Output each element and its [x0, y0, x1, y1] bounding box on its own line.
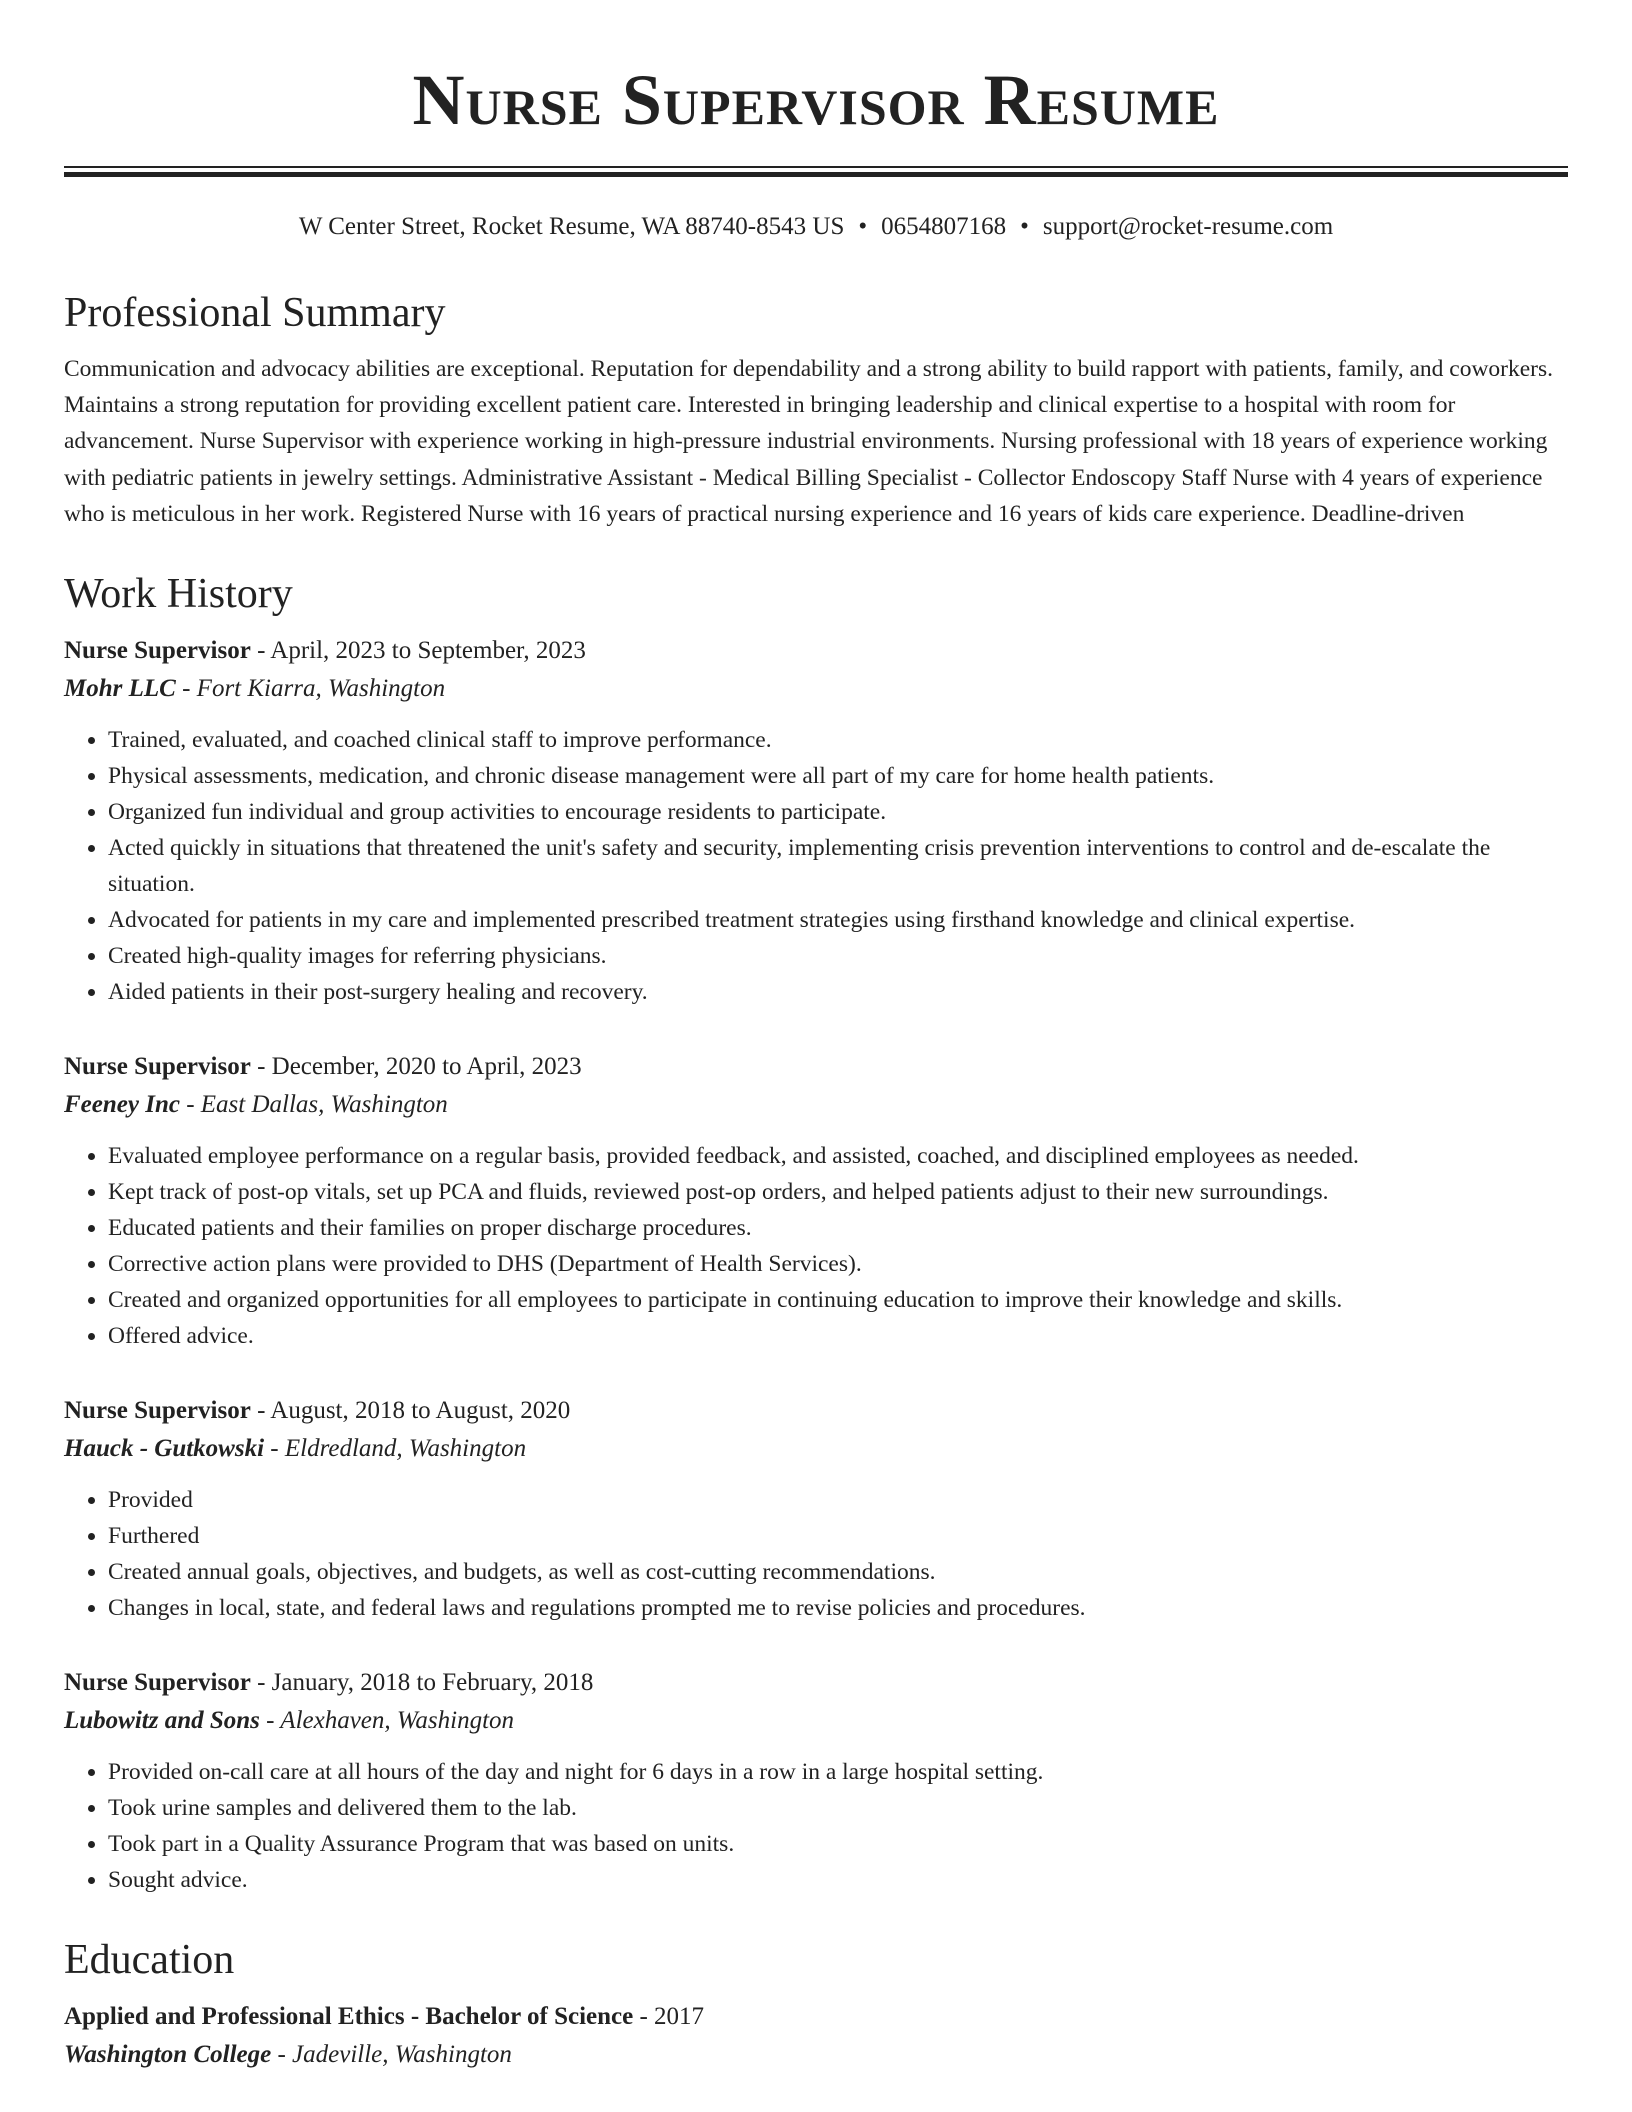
job-bullets: [64, 722, 1568, 1010]
job-bullet: • Created annual goals, objectives, and budgets, as well as cost-cutting recommendations.: [108, 1554, 1568, 1590]
resume-title: Nurse Supervisor Resume: [412, 60, 1220, 140]
contact-line: [64, 211, 1568, 243]
job-bullet: • Educated patients and their families on proper discharge procedures.: [108, 1210, 1568, 1246]
job-bullet: • Took part in a Quality Assurance Program that was based on units.: [108, 1826, 1568, 1862]
job-dates: - December, 2020 to April, 2023: [250, 1053, 582, 1081]
job-bullet: • Offered advice.: [108, 1318, 1568, 1354]
job-bullet: • Provided on-call care at all hours of the day and night for 6 days in a row in a large hospital setting.: [108, 1754, 1568, 1790]
contact-separator: •: [1020, 213, 1029, 240]
job-company: Mohr LLC: [64, 675, 176, 703]
job-role: Nurse Supervisor: [64, 1397, 251, 1425]
job-title-line: [64, 1392, 1568, 1430]
job-company-line: [64, 670, 1568, 708]
job-company: Feeney Inc: [64, 1091, 180, 1119]
work-history-list: [64, 632, 1568, 1898]
education-location: - Jadeville, Washington: [271, 2041, 512, 2069]
job-entry: [64, 1392, 1568, 1626]
job-bullet: • Organized fun individual and group activities to encourage residents to participate.: [108, 794, 1568, 830]
education-degree-line: [64, 1998, 1568, 2036]
job-bullet: • Corrective action plans were provided to DHS (Department of Health Services).: [108, 1246, 1568, 1282]
job-bullet: • Evaluated employee performance on a regular basis, provided feedback, and assisted, coached, and disciplined employees as needed.: [108, 1138, 1568, 1174]
job-title-line: [64, 1664, 1568, 1702]
job-company: Lubowitz and Sons: [64, 1707, 260, 1735]
job-bullet: • Trained, evaluated, and coached clinical staff to improve performance.: [108, 722, 1568, 758]
job-bullet: • Sought advice.: [108, 1862, 1568, 1898]
job-company-line: [64, 1430, 1568, 1468]
job-dates: - January, 2018 to February, 2018: [250, 1669, 594, 1697]
job-company-line: [64, 1702, 1568, 1740]
job-dates: - August, 2018 to August, 2020: [250, 1397, 571, 1425]
summary-heading: Professional Summary: [64, 290, 446, 336]
job-title-line: [64, 632, 1568, 670]
education-school: Washington College: [64, 2041, 272, 2069]
job-location: - Alexhaven, Washington: [259, 1707, 515, 1735]
contact-separator: •: [858, 213, 868, 240]
job-bullet: • Furthered: [108, 1518, 1568, 1554]
job-bullet: • Kept track of post-op vitals, set up PCA and fluids, reviewed post-op orders, and helped patients adjust to their new surroundings.: [108, 1174, 1568, 1210]
job-entry: [64, 1664, 1568, 1898]
job-bullets: [64, 1754, 1568, 1898]
job-bullet: • Acted quickly in situations that threatened the unit's safety and security, implementing crisis prevention interventions to control and de-escalate the situation.: [108, 830, 1568, 902]
job-bullet: • Created and organized opportunities for all employees to participate in continuing education to improve their knowledge and skills.: [108, 1282, 1568, 1318]
job-company: Hauck - Gutkowski: [64, 1435, 265, 1463]
contact-phone: 0654807168: [881, 213, 1007, 240]
job-role: Nurse Supervisor: [64, 1669, 251, 1697]
education-year: - 2017: [633, 2003, 705, 2031]
job-location: - Eldredland, Washington: [264, 1435, 527, 1463]
title-divider: [64, 166, 1568, 177]
job-bullet: • Aided patients in their post-surgery healing and recovery.: [108, 974, 1568, 1010]
education-degree: Applied and Professional Ethics - Bachelor of Science: [64, 2003, 634, 2031]
contact-email: support@rocket-resume.com: [1042, 213, 1334, 240]
job-company-line: [64, 1086, 1568, 1124]
summary-text: Communication and advocacy abilities are exceptional. Reputation for dependability and a strong ability to build rapport with patients, family, and coworkers. Maintains a strong reputation for providing excellent patient care. Interested in bringing leadership and clinical expertise to a hospital with room for advancement. Nurse Supervisor with experience working in high-pressure industrial environments. Nursing professional with 18 years of experience working with pediatric patients in jewelry settings. Administrative Assistant - Medical Billing Specialist - Collector Endoscopy Staff Nurse with 4 years of experience who is meticulous in her work. Registered Nurse with 16 years of practical nursing experience and 16 years of kids care experience. Deadline-driven: [64, 356, 1554, 527]
contact-address: W Center Street, Rocket Resume, WA 88740-8543 US: [298, 213, 845, 240]
job-dates: - April, 2023 to September, 2023: [250, 637, 586, 665]
job-bullet: • Advocated for patients in my care and implemented prescribed treatment strategies using firsthand knowledge and clinical expertise.: [108, 902, 1568, 938]
job-bullet: • Changes in local, state, and federal laws and regulations prompted me to revise policies and procedures.: [108, 1590, 1568, 1626]
job-bullets: [64, 1482, 1568, 1626]
job-bullet: • Physical assessments, medication, and chronic disease management were all part of my care for home health patients.: [108, 758, 1568, 794]
job-location: - Fort Kiarra, Washington: [175, 675, 446, 703]
job-entry: [64, 632, 1568, 1010]
education-heading: Education: [64, 1937, 235, 1984]
job-bullet: • Created high-quality images for referring physicians.: [108, 938, 1568, 974]
job-entry: [64, 1048, 1568, 1354]
job-title-line: [64, 1048, 1568, 1086]
job-role: Nurse Supervisor: [64, 637, 251, 665]
education-school-line: [64, 2036, 1568, 2074]
job-role: Nurse Supervisor: [64, 1053, 251, 1081]
work-history-heading: Work History: [64, 571, 293, 618]
job-bullets: [64, 1138, 1568, 1354]
job-location: - East Dallas, Washington: [179, 1091, 448, 1119]
job-bullet: • Took urine samples and delivered them to the lab.: [108, 1790, 1568, 1826]
job-bullet: • Provided: [108, 1482, 1568, 1518]
